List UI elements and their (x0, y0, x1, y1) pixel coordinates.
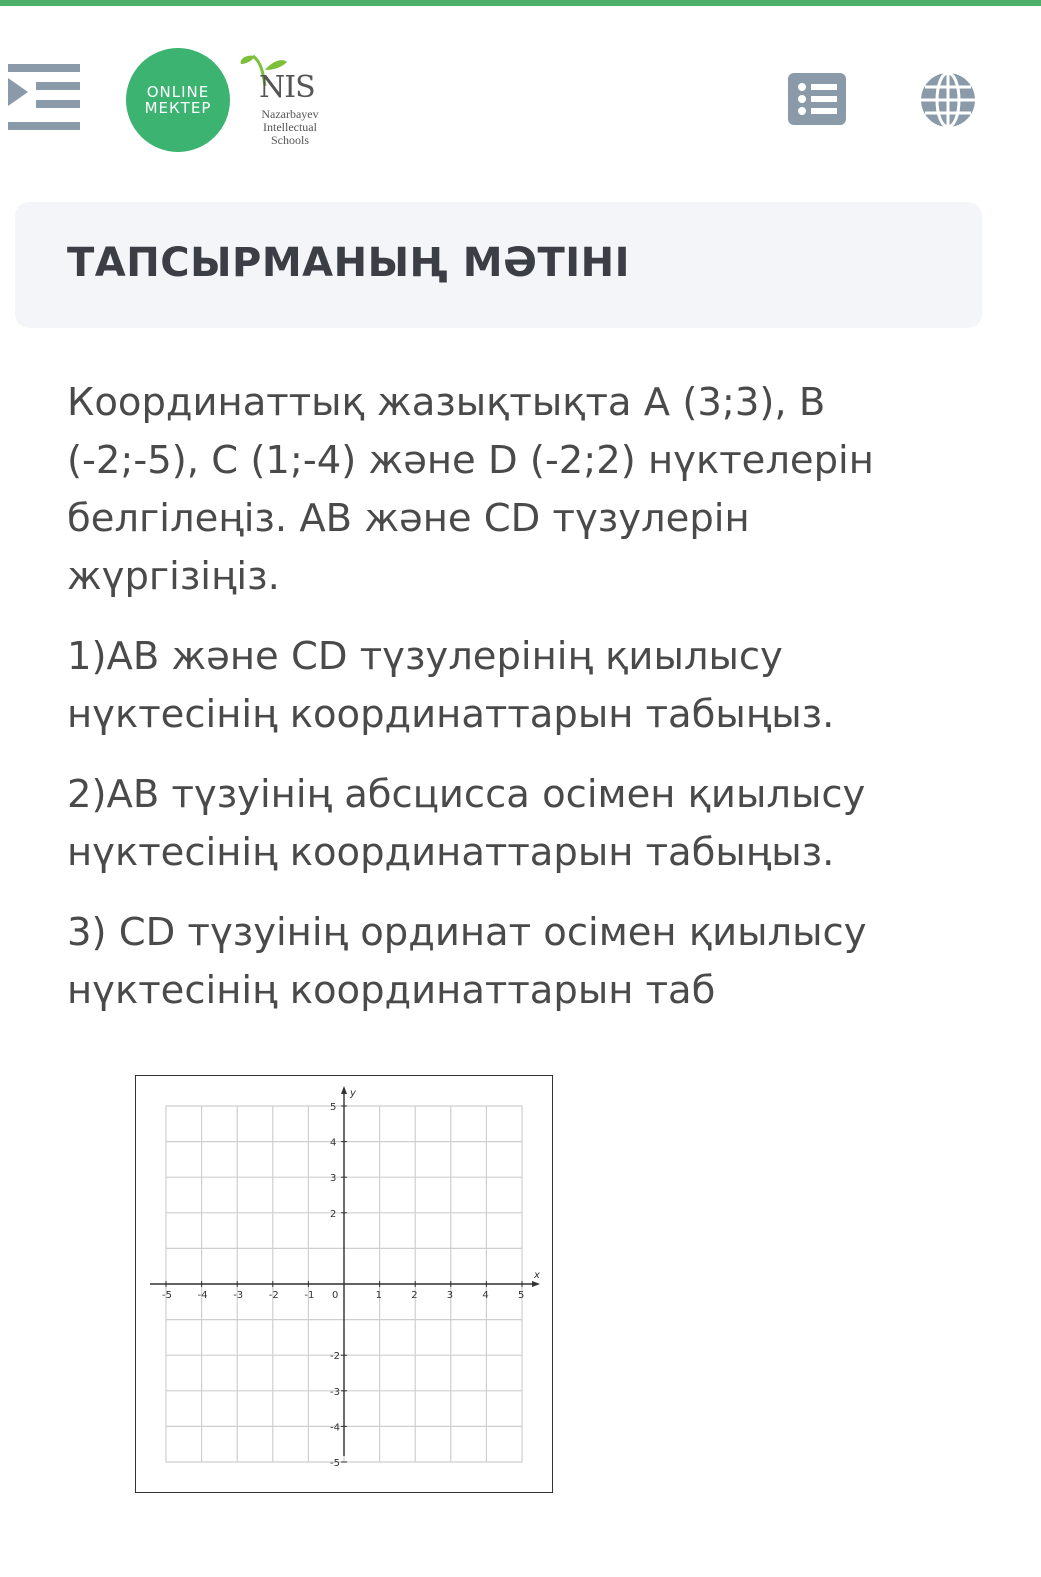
y-tick-label: -3 (330, 1386, 340, 1398)
nis-title: NIS (259, 70, 315, 105)
x-tick-label: -5 (162, 1290, 172, 1301)
logo-online-line2: МЕКТЕР (144, 99, 212, 117)
online-mektep-logo (126, 48, 230, 152)
logo-online-line1: ONLINE (146, 83, 210, 101)
y-tick-label: 3 (330, 1173, 337, 1185)
y-tick-label: -2 (330, 1351, 340, 1363)
x-tick-label: 1 (375, 1290, 382, 1301)
task-paragraph-2: 1)AB және CD түзулерінің қиылысу нүктесінің координаттарын табыңыз. (67, 634, 835, 737)
x-tick-label: -1 (304, 1290, 315, 1301)
x-tick-label: 3 (446, 1290, 454, 1301)
task-content (67, 374, 967, 1042)
x-tick-label: -3 (233, 1290, 244, 1301)
task-paragraph-3: 2)AB түзуінің абсцисса осімен қиылысу нүктесінің координаттарын табыңыз. (67, 772, 866, 875)
menu-expand-icon[interactable] (6, 64, 82, 136)
x-axis-arrow (532, 1281, 540, 1287)
y-tick-label: -4 (330, 1422, 340, 1434)
x-tick-label: -2 (268, 1290, 279, 1301)
nis-subtitle (235, 108, 345, 147)
task-header-panel (15, 202, 982, 328)
task-paragraph-4: 3) CD түзуінің ординат осімен қиылысу нүктесінің координаттарын таб (67, 910, 867, 1013)
x-tick-label: 2 (411, 1290, 418, 1301)
task-paragraph-1: Координаттық жазықтықта A (3;3), B (-2;-5), C (1;-4) және D (-2;2) нүктелерін белгілеңіз. AB және CD түзулерін жүргізіңіз. (67, 380, 874, 599)
nis-sub3: Schools (270, 133, 309, 147)
coordinate-plane (136, 1076, 552, 1492)
y-tick-label: -5 (330, 1458, 340, 1469)
y-axis-arrow (341, 1086, 347, 1094)
x-tick-label: 5 (518, 1290, 525, 1301)
y-tick-label: 4 (330, 1137, 337, 1149)
task-title: ТАПСЫРМАНЫҢ МӘТІНІ (67, 240, 630, 286)
list-icon[interactable] (787, 72, 847, 128)
coordinate-plane-figure (135, 1075, 553, 1493)
x-tick-label: 0 (332, 1290, 339, 1301)
y-axis-label: y (350, 1088, 356, 1099)
nis-sub2: Intellectual (263, 120, 317, 134)
globe-icon[interactable] (918, 70, 978, 130)
x-axis-label: x (534, 1270, 540, 1281)
y-tick-label: 2 (330, 1208, 337, 1220)
nis-logo (235, 50, 335, 154)
nis-sub1: Nazarbayev (261, 107, 319, 121)
app-header (0, 6, 1041, 176)
y-tick-label: 5 (330, 1102, 337, 1113)
x-tick-label: 4 (482, 1290, 489, 1301)
x-tick-label: -4 (197, 1290, 208, 1301)
